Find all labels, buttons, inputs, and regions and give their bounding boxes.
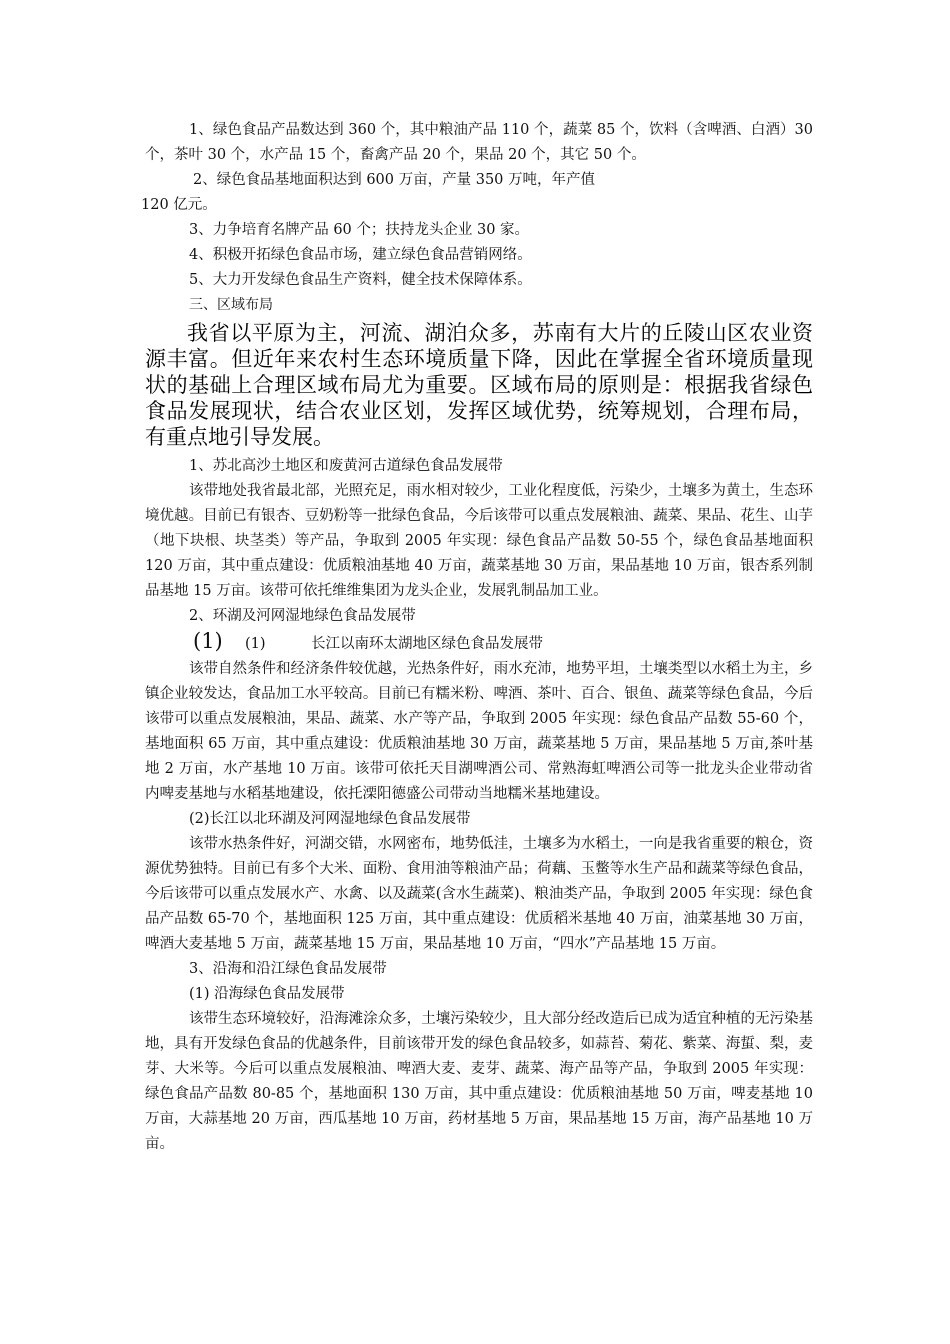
goal-4: 4、积极开拓绿色食品市场，建立绿色食品营销网络。 bbox=[189, 247, 532, 263]
zone3-sub1-title: (1) 沿海绿色食品发展带 bbox=[189, 986, 345, 1002]
zone2-sub1-number-large: (1) bbox=[193, 629, 223, 653]
zone2-sub1-number-small: (1) bbox=[245, 636, 266, 652]
section-title-regional-layout: 三、区域布局 bbox=[189, 297, 273, 313]
document-page bbox=[141, 118, 813, 1157]
zone2-sub1-text: 该带自然条件和经济条件较优越，光热条件好，雨水充沛，地势平坦，土壤类型以水稻土为主，乡镇企业较发达，食品加工水平较高。目前已有糯米粉、啤酒、茶叶、百合、银鱼、蔬菜等绿色食品，今后该带可以重点发展粮油，果品、蔬菜、水产等产品，争取到 2005 年实现：绿色食品产品数 55-60 个，基地面积 65 万亩，其中重点建设：优质粮油基地 30 万亩，蔬菜基地 5 万亩，果品基地 5 万亩,茶叶基地 2 万亩，水产基地 10 万亩。该带可依托天目湖啤酒公司、常熟海虹啤酒公司等一批龙头企业带动省内啤麦基地与水稻基地建设，依托溧阳德盛公司带动当地糯米基地建设。 bbox=[145, 661, 813, 802]
zone1-text: 该带地处我省最北部，光照充足，雨水相对较少，工业化程度低，污染少，土壤多为黄土，生态环境优越。目前已有银杏、豆奶粉等一批绿色食品，今后该带可以重点发展粮油、蔬菜、果品、花生、山芋（地下块根、块茎类）等产品，争取到 2005 年实现：绿色食品产品数 50-55 个，绿色食品基地面积 120 万亩，其中重点建设：优质粮油基地 40 万亩，蔬菜基地 30 万亩，果品基地 10 万亩，银杏系列制品基地 15 万亩。该带可依托维维集团为龙头企业，发展乳制品加工业。 bbox=[145, 483, 813, 599]
zone2-sub1-title: 长江以南环太湖地区绿色食品发展带 bbox=[311, 636, 543, 652]
zone2-sub2-text: 该带水热条件好，河湖交错，水网密布，地势低洼，土壤多为水稻土，一向是我省重要的粮仓，资源优势独特。目前已有多个大米、面粉、食用油等粮油产品；荷藕、玉鳖等水生产品和蔬菜等绿色食品，今后该带可以重点发展水产、水禽、以及蔬菜(含水生蔬菜)、粮油类产品，争取到 2005 年实现：绿色食品产品数 65-70 个，基地面积 125 万亩，其中重点建设：优质稻米基地 40 万亩，油菜基地 30 万亩，啤酒大麦基地 5 万亩，蔬菜基地 15 万亩，果品基地 10 万亩，“四水”产品基地 15 万亩。 bbox=[145, 836, 813, 952]
zone2-sub1-heading bbox=[145, 629, 813, 657]
zone3-sub1-text: 该带生态环境较好，沿海滩涂众多，土壤污染较少，且大部分经改造后已成为适宜种植的无污染基地，具有开发绿色食品的优越条件，目前该带开发的绿色食品较多，如蒜苔、菊花、紫菜、海蜇、梨，麦芽、大米等。今后可以重点发展粮油、啤酒大麦、麦芽、蔬菜、海产品等产品，争取到 2005 年实现：绿色食品产品数 80-85 个，基地面积 130 万亩，其中重点建设：优质粮油基地 50 万亩，啤麦基地 10 万亩，大蒜基地 20 万亩，西瓜基地 10 万亩，药材基地 5 万亩，果品基地 15 万亩，海产品基地 10 万亩。 bbox=[145, 1011, 813, 1152]
zone2-title: 2、环湖及河网湿地绿色食品发展带 bbox=[189, 608, 416, 624]
goal-2-cont: 120 亿元。 bbox=[141, 197, 217, 213]
zone1-title: 1、苏北高沙土地区和废黄河古道绿色食品发展带 bbox=[189, 458, 503, 474]
zone2-sub2-title: (2)长江以北环湖及河网湿地绿色食品发展带 bbox=[189, 811, 471, 827]
goal-2: 2、绿色食品基地面积达到 600 万亩，产量 350 万吨，年产值 bbox=[193, 172, 596, 188]
goal-1: 1、绿色食品产品数达到 360 个，其中粮油产品 110 个，蔬菜 85 个，饮料（含啤酒、白酒）30 个，茶叶 30 个，水产品 15 个，畜禽产品 20 个，果品 20 个，其它 50 个。 bbox=[145, 122, 813, 163]
goal-5: 5、大力开发绿色食品生产资料，健全技术保障体系。 bbox=[189, 272, 532, 288]
zone3-title: 3、沿海和沿江绿色食品发展带 bbox=[189, 961, 387, 977]
intro-paragraph: 我省以平原为主，河流、湖泊众多，苏南有大片的丘陵山区农业资源丰富。但近年来农村生态环境质量下降，因此在掌握全省环境质量现状的基础上合理区域布局尤为重要。区域布局的原则是：根据我省绿色食品发展现状，结合农业区划，发挥区域优势，统筹规划，合理布局，有重点地引导发展。 bbox=[145, 321, 813, 449]
goal-3: 3、力争培育名牌产品 60 个；扶持龙头企业 30 家。 bbox=[189, 222, 530, 238]
